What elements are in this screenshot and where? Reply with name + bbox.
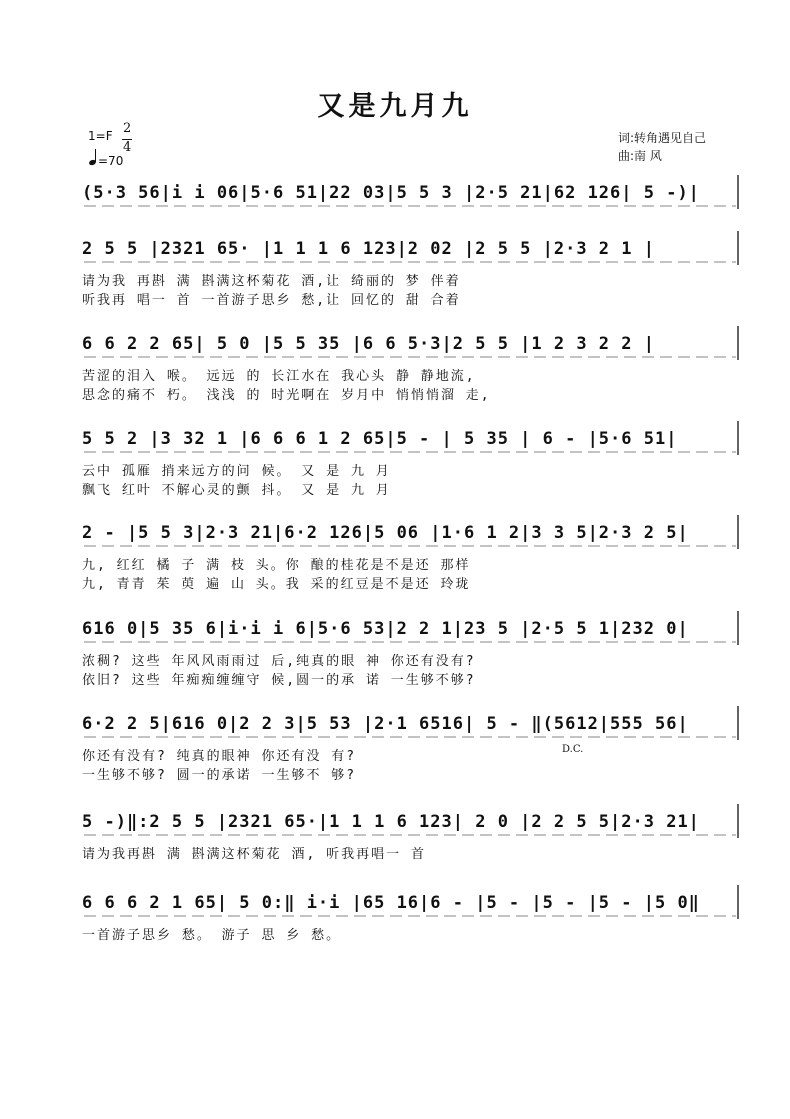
composer-credit: 曲:南 风 — [618, 149, 662, 163]
lyricist-credit: 词:转角遇见自己 — [618, 131, 707, 145]
lyrics-line-2-1: 请为我 再斟 满 斟满这杯菊花 酒,让 绮丽的 梦 伴着 — [82, 274, 461, 289]
notation-row-8: 5 -)‖:2 5 5 |2321 65·|1 1 1 6 123| 2 0 |2 2 5 5|2·3 21| — [82, 812, 700, 832]
time-signature-bottom: 4 — [123, 140, 132, 155]
lyrics-line-6-1: 浓稠? 这些 年风风雨雨过 后,纯真的眼 神 你还有没有? — [82, 654, 476, 669]
notation-row-7: 6·2 2 5|616 0|2 2 3|5 53 |2·1 6516| 5 - ‖(5612|555 56| — [82, 714, 689, 734]
notation-row-5: 2 - |5 5 3|2·3 21|6·2 126|5 06 |1·6 1 2|3 3 5|2·3 2 5| — [82, 523, 689, 543]
time-signature-top: 2 — [123, 121, 132, 136]
notation-row-3: 6 6 2 2 65| 5 0 |5 5 35 |6 6 5·3|2 5 5 |1 2 3 2 2 | — [82, 334, 655, 354]
lyrics-line-2-2: 听我再 唱一 首 一首游子思乡 愁,让 回忆的 甜 合着 — [82, 293, 461, 308]
lyrics-line-4-1: 云中 孤雁 捎来远方的问 候。 又 是 九 月 — [82, 464, 391, 479]
tempo-marking: =70 — [98, 154, 124, 168]
lyrics-line-6-2: 依旧? 这些 年痴痴缠缠守 候,圆一的承 诺 一生够不够? — [82, 673, 476, 688]
lyrics-line-5-2: 九, 青青 茱 萸 遍 山 头。我 采的红豆是不是还 玲珑 — [82, 577, 471, 592]
lyrics-line-7-2: 一生够不够? 圆一的承诺 一生够不 够? — [82, 768, 357, 783]
notation-row-6: 616 0|5 35 6|i·i i 6|5·6 53|2 2 1|23 5 |2·5 5 1|232 0| — [82, 619, 689, 639]
notation-row-9: 6 6 6 2 1 65| 5 0:‖ i·i |65 16|6 - |5 - |5 - |5 - |5 0‖ — [82, 893, 700, 913]
song-title: 又是九月九 — [317, 91, 473, 122]
lyrics-line-3-1: 苦涩的泪入 喉。 远远 的 长江水在 我心头 静 静地流, — [82, 369, 476, 384]
notation-row-1: (5·3 56|i i 06|5·6 51|22 03|5 5 3 |2·5 21|62 126| 5 -)| — [82, 183, 700, 203]
lyrics-line-9-1: 一首游子思乡 愁。 游子 思 乡 愁。 — [82, 928, 342, 943]
lyrics-line-3-2: 思念的痛不 朽。 浅浅 的 时光啊在 岁月中 悄悄悄溜 走, — [82, 388, 491, 403]
lyrics-line-8-1: 请为我再斟 满 斟满这杯菊花 酒, 听我再唱一 首 — [82, 847, 426, 862]
da-capo-mark: D.C. — [562, 744, 584, 755]
lyrics-line-4-2: 飘飞 红叶 不解心灵的颤 抖。 又 是 九 月 — [82, 483, 391, 498]
notation-row-4: 5 5 2 |3 32 1 |6 6 6 1 2 65|5 - | 5 35 | 6 - |5·6 51| — [82, 429, 678, 449]
notation-row-2: 2 5 5 |2321 65· |1 1 1 6 123|2 02 |2 5 5 |2·3 2 1 | — [82, 239, 655, 259]
lyrics-line-5-1: 九, 红红 橘 子 满 枝 头。你 酿的桂花是不是还 那样 — [82, 558, 471, 573]
key-signature: 1=F — [88, 129, 113, 143]
lyrics-line-7-1: 你还有没有? 纯真的眼神 你还有没 有? — [82, 749, 357, 764]
